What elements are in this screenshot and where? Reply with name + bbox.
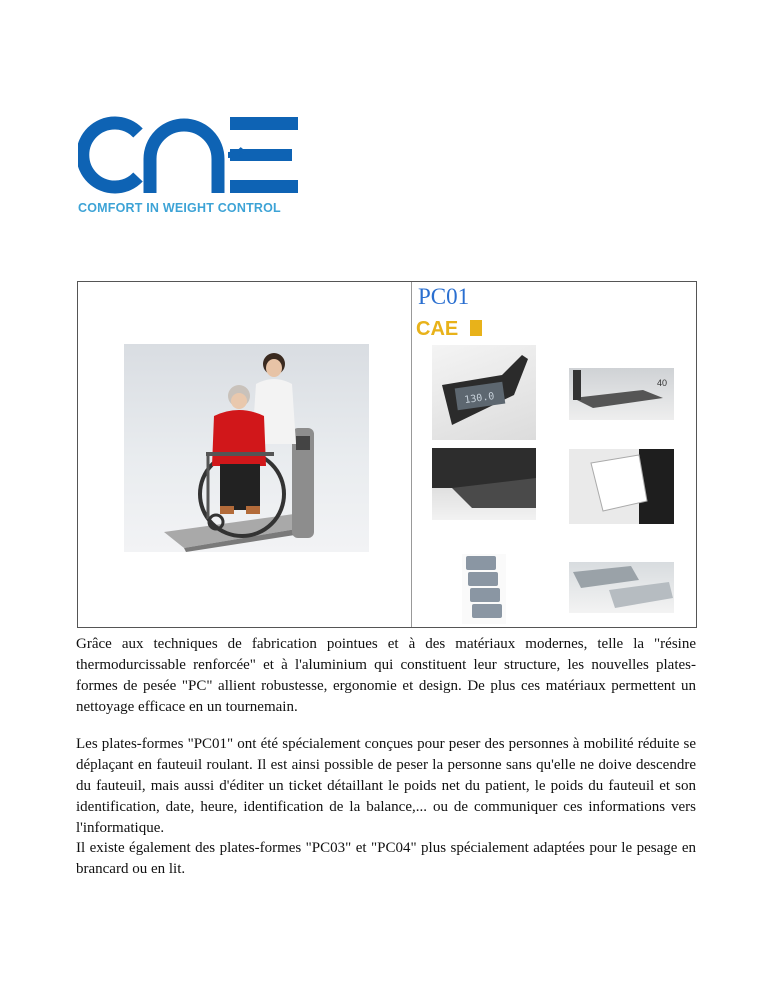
cae-logo bbox=[78, 115, 300, 215]
wheelchair-scale-photo bbox=[124, 344, 369, 552]
product-title: PC01 bbox=[418, 284, 470, 309]
product-panel bbox=[77, 281, 697, 628]
scale-label: 40 bbox=[657, 378, 668, 388]
platform-range-thumbnail bbox=[569, 562, 674, 613]
logo-tagline: COMFORT IN WEIGHT CONTROL bbox=[78, 201, 281, 215]
paragraph-pc03-pc04: Il existe également des plates-formes "PC03" et "PC04" plus spécialement adaptées pour le pesage en brancard ou en lit. bbox=[76, 840, 696, 877]
paragraph-intro: Grâce aux techniques de fabrication pointues et à des matériaux modernes, telle la "résine thermodurcissable renforcée" et à l'aluminium qui constituent leur structure, les nouvelles plates-formes de pesée "PC" allient robustesse, ergonomie et design. De plus ces matériaux permettent un nettoyage efficace en un tournemain. bbox=[76, 636, 696, 715]
display-reading: 130.0 bbox=[463, 391, 496, 407]
printer-ticket-thumbnail bbox=[569, 449, 674, 524]
cae-mini-logo bbox=[416, 318, 484, 338]
scale-detail-thumbnail bbox=[432, 448, 536, 520]
mini-logo-text: CAE bbox=[416, 318, 459, 338]
paragraph-pc01: Les plates-formes "PC01" ont été spécialement conçues pour peser des personnes à mobilité réduite se déplaçant en fauteuil roulant. Il est ainsi possible de peser la personne sans qu'elle ne doive descendre du fauteuil, mais aussi d'éditer un ticket détaillant le poids net du patient, le poids du fauteuil et son identification, date, heure, identification de la balance,... ou de communiquer ces informations vers l'informatique. bbox=[76, 736, 696, 836]
display-models-thumbnail bbox=[462, 554, 506, 624]
platform-thumbnail bbox=[569, 368, 674, 420]
cae-wordmark bbox=[78, 115, 300, 195]
panel-divider bbox=[411, 282, 412, 627]
scale-display-thumbnail bbox=[432, 345, 536, 440]
